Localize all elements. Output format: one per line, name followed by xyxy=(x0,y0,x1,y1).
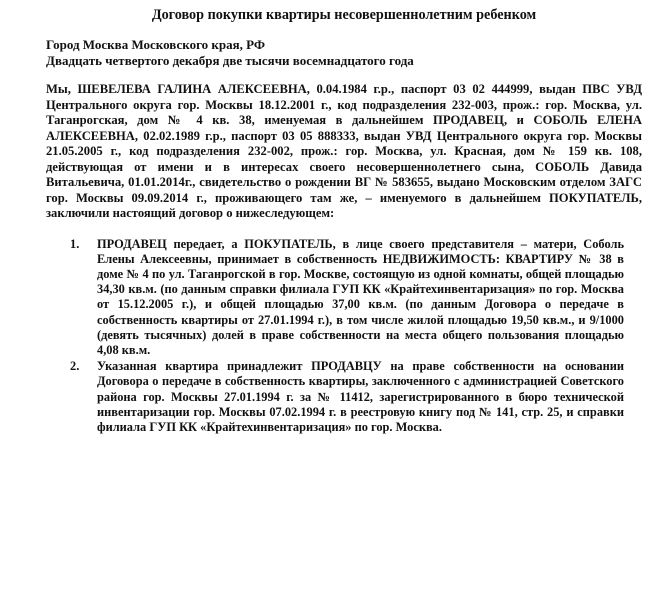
clause-text: Указанная квартира принадлежит ПРОДАВЦУ на праве собственности на основании Договора о передаче в собственность квартиры, заключенного с администрацией Советского района гор. Москвы 27.01.1994 г. за № 11412, зарегистрированного в бюро технической инвентаризации гор. Москвы 07.02.1994 г. в реестровую книгу под № 141, стр. 25, и справки филиала ГУП КК «Крайтехинвентаризация» по гор. Москва. xyxy=(97,359,624,434)
clause-item xyxy=(70,236,624,359)
spacer xyxy=(46,222,642,237)
clause-item xyxy=(70,359,624,435)
document-city: Город Москва Московского края, РФ xyxy=(46,37,266,52)
clause-list xyxy=(46,237,642,436)
clause-number: 1. xyxy=(70,236,80,251)
document-preamble: Мы, ШЕВЕЛЕВА ГАЛИНА АЛЕКСЕЕВНА, 0.04.1984 г.р., паспорт 03 02 444999, выдан ПВС УВД Центрального округа гор. Москвы 18.12.2001 г., код подразделения 232-003, прож.: гор. Москва, ул. Таганрогская, дом № 4 кв. 38, именуемая в дальнейшем ПРОДАВЕЦ, и СОБОЛЬ ЕЛЕНА АЛЕКСЕЕВНА, 02.02.1989 г.р., паспорт 03 05 888333, выдан УВД Центрального округа гор. Москвы 21.05.2005 г., код подразделения 232-002, прож.: гор. Москва, ул. Красная, дом № 159 кв. 108, действующая от имени и в интересах своего несовершеннолетнего сына, СОБОЛЬ Давида Витальевича, 01.01.2014г., свидетельство о рождении ВГ № 583655, выдано Московским отделом ЗАГС гор. Москвы 09.09.2014 г., проживающего там же, – именуемого в дальнейшем ПОКУПАТЕЛЬ, заключили настоящий договор о нижеследующем: xyxy=(46,82,642,220)
document-date: Двадцать четвертого декабря две тысячи восемнадцатого года xyxy=(46,53,414,68)
spacer xyxy=(46,69,642,82)
clause-text: ПРОДАВЕЦ передает, а ПОКУПАТЕЛЬ, в лице своего представителя – матери, Соболь Елены Алексеевны, принимает в собственность НЕДВИЖИМОСТЬ: КВАРТИРУ № 38 в доме № 4 по ул. Таганрогской в гор. Москве, состоящую из одной комнаты, общей площадью 34,30 кв.м. (по данным справки филиала ГУП КК «Крайтехинвентаризация» по гор. Москва от 15.12.2005 г.), и общей площадью 37,00 кв.м. (по данным Договора о передаче в собственность квартиры от 27.01.1994 г.), в том числе жилой площадью 19,50 кв.м., и 9/1000 (девять тысячных) долей в праве собственности на места общего пользования площадью 4,08 кв.м. xyxy=(97,236,624,357)
clause-number: 2. xyxy=(70,359,80,374)
document-title: Договор покупки квартиры несовершеннолетним ребенком xyxy=(151,7,537,23)
